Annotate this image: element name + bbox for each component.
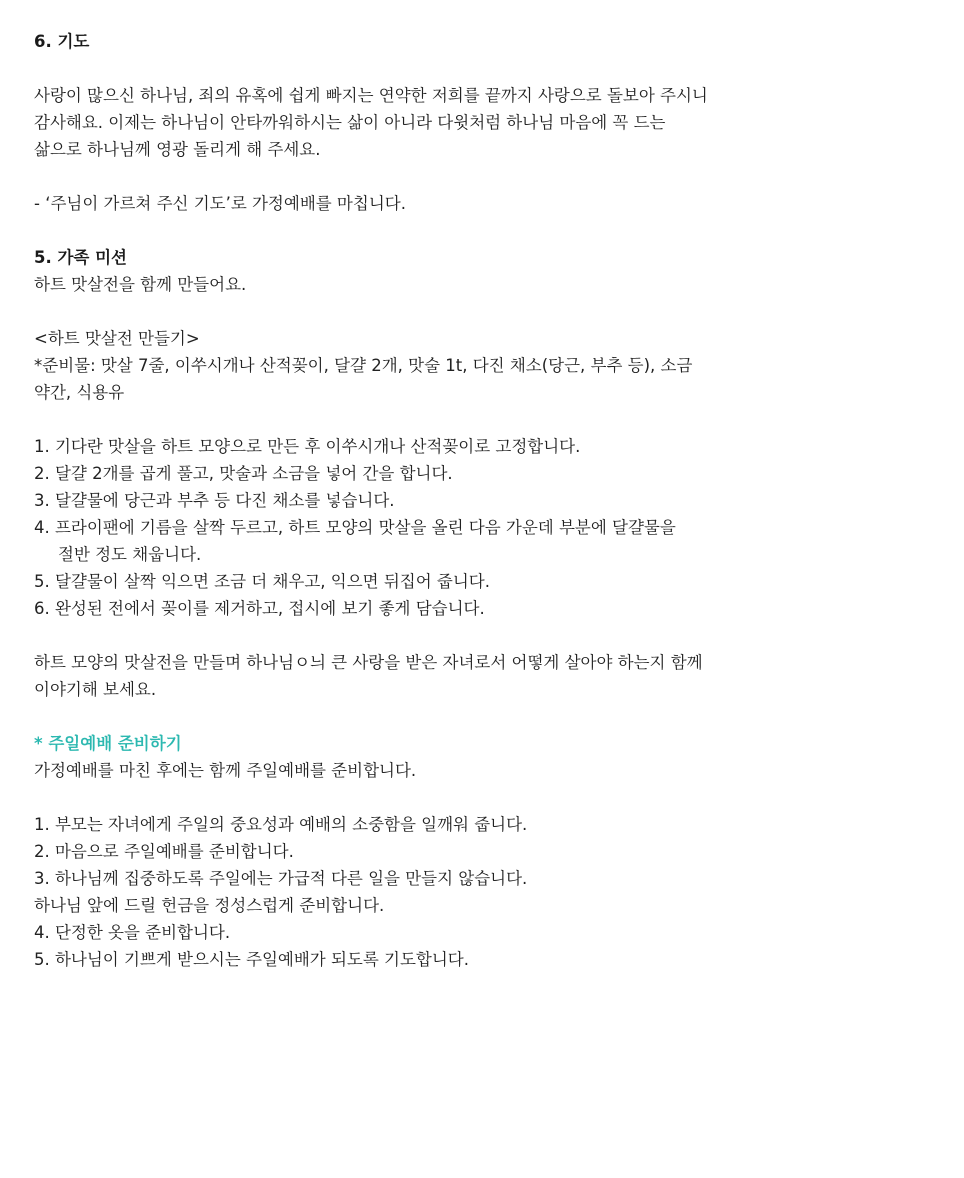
spacer xyxy=(34,55,954,82)
mission-outro: 이야기해 보세요. xyxy=(34,680,157,699)
sunday-heading: * 주일예배 준비하기 xyxy=(34,734,182,753)
sunday-item: 3. 하나님께 집중하도록 주일에는 가급적 다른 일을 만들지 않습니다. xyxy=(34,869,528,888)
prayer-closing: - ‘주님이 가르쳐 주신 기도’로 가정예배를 마칩니다. xyxy=(34,194,406,213)
recipe-step-continued: 절반 정도 채웁니다. xyxy=(58,545,202,564)
ingredients-line: 약간, 식용유 xyxy=(34,383,125,402)
mission-intro: 하트 맛살전을 함께 만들어요. xyxy=(34,275,247,294)
prayer-line: 삶으로 하나님께 영광 돌리게 해 주세요. xyxy=(34,140,321,159)
recipe-step: 5. 달걀물이 살짝 익으면 조금 더 채우고, 익으면 뒤집어 줍니다. xyxy=(34,572,490,591)
mission-outro: 하트 모양의 맛살전을 만들며 하나님ㅇ늬 큰 사랑을 받은 자녀로서 어떻게 살아야 하는지 함께 xyxy=(34,653,703,672)
prayer-line: 감사해요. 이제는 하나님이 안타까워하시는 삶이 아니라 다윗처럼 하나님 마음에 꼭 드는 xyxy=(34,113,666,132)
prayer-line: 사랑이 많으신 하나님, 죄의 유혹에 쉽게 빠지는 연약한 저희를 끝까지 사랑으로 돌보아 주시니 xyxy=(34,86,708,105)
spacer xyxy=(34,703,954,730)
recipe-step: 2. 달걀 2개를 곱게 풀고, 맛술과 소금을 넣어 간을 합니다. xyxy=(34,464,453,483)
recipe-step: 6. 완성된 전에서 꽂이를 제거하고, 접시에 보기 좋게 담습니다. xyxy=(34,599,485,618)
sunday-item: 5. 하나님이 기쁘게 받으시는 주일예배가 되도록 기도합니다. xyxy=(34,950,469,969)
recipe-step: 3. 달걀물에 당근과 부추 등 다진 채소를 넣습니다. xyxy=(34,491,395,510)
mission-heading: 5. 가족 미션 xyxy=(34,248,127,267)
document-page xyxy=(34,28,954,973)
recipe-title: <하트 맛살전 만들기> xyxy=(34,329,200,348)
spacer xyxy=(34,622,954,649)
spacer xyxy=(34,217,954,244)
spacer xyxy=(34,163,954,190)
spacer xyxy=(34,406,954,433)
sunday-item: 1. 부모는 자녀에게 주일의 중요성과 예배의 소중함을 일깨워 줍니다. xyxy=(34,815,528,834)
ingredients-line: *준비물: 맛살 7줄, 이쑤시개나 산적꽂이, 달걀 2개, 맛술 1t, 다진 채소(당근, 부추 등), 소금 xyxy=(34,356,693,375)
recipe-step: 1. 기다란 맛살을 하트 모양으로 만든 후 이쑤시개나 산적꽂이로 고정합니다. xyxy=(34,437,581,456)
prayer-heading: 6. 기도 xyxy=(34,32,90,51)
sunday-intro: 가정예배를 마친 후에는 함께 주일예배를 준비합니다. xyxy=(34,761,417,780)
sunday-item: 4. 단정한 옷을 준비합니다. xyxy=(34,923,231,942)
sunday-item: 하나님 앞에 드릴 헌금을 정성스럽게 준비합니다. xyxy=(34,896,385,915)
recipe-step: 4. 프라이팬에 기름을 살짝 두르고, 하트 모양의 맛살을 올린 다음 가운데 부분에 달걀물을 xyxy=(34,518,676,537)
spacer xyxy=(34,784,954,811)
sunday-item: 2. 마음으로 주일예배를 준비합니다. xyxy=(34,842,294,861)
spacer xyxy=(34,298,954,325)
